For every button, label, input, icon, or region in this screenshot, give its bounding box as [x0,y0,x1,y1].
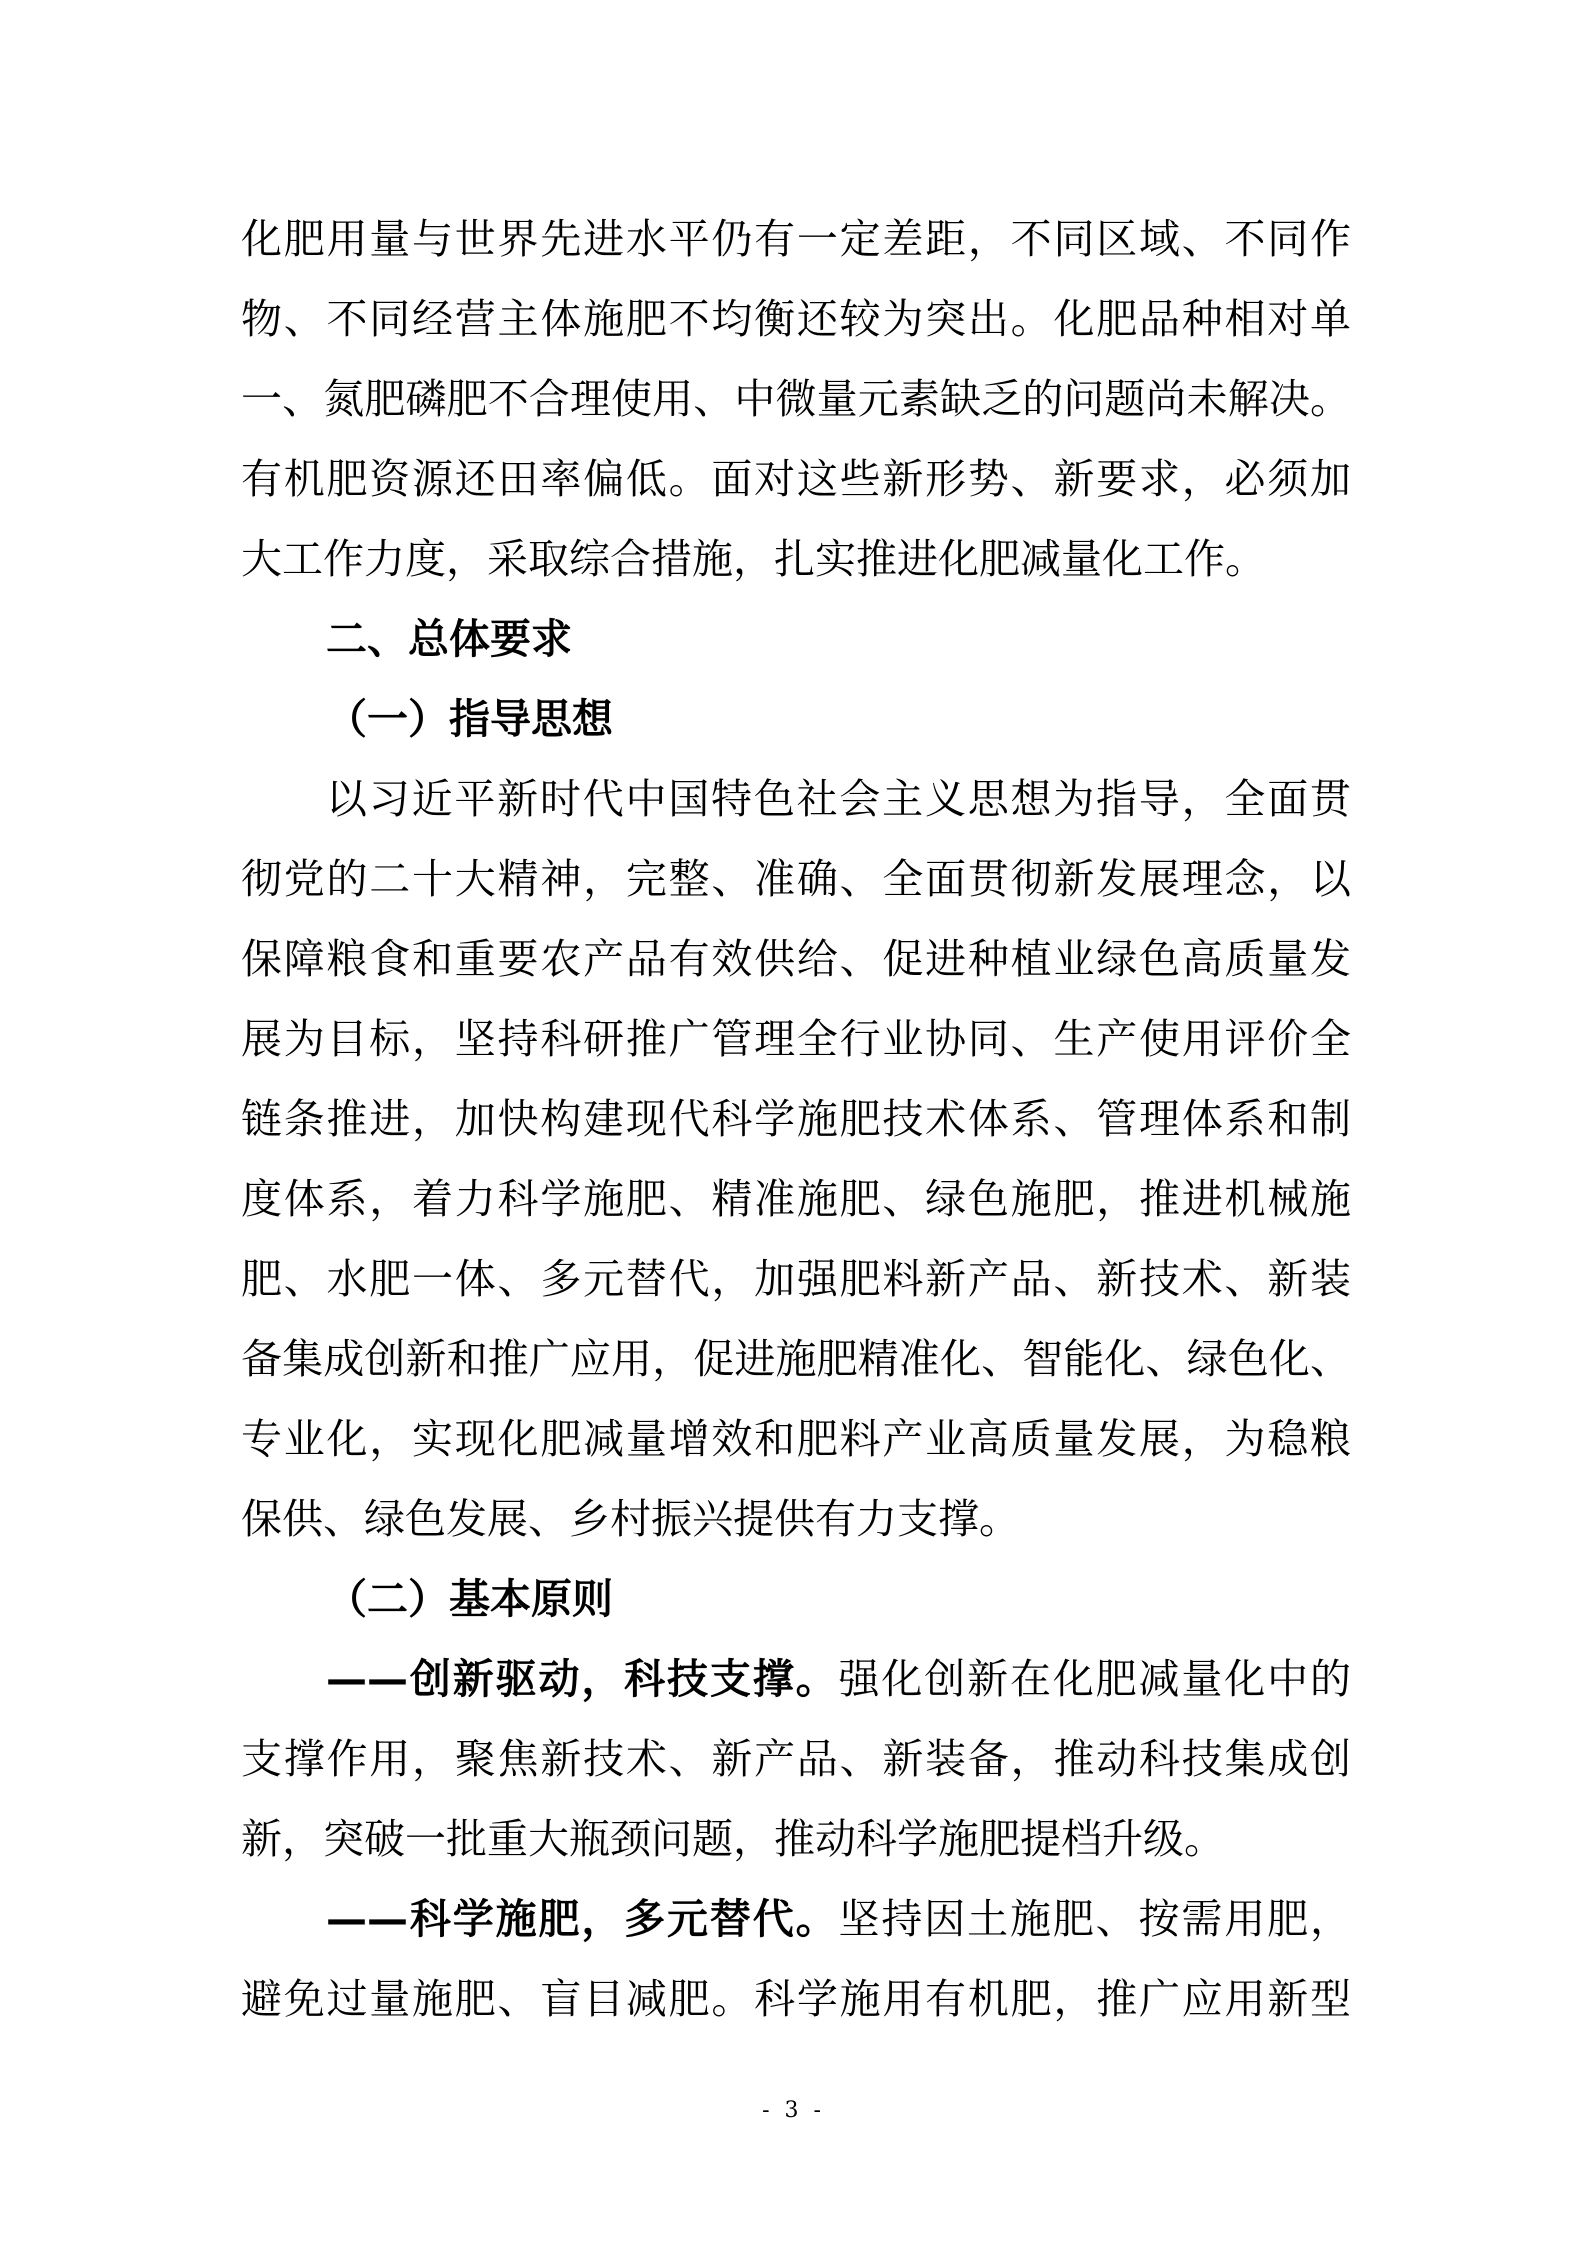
intro-paragraph-line: 物、不同经营主体施肥不均衡还较为突出。化肥品种相对单 [241,295,1351,343]
intro-paragraph-line: 化肥用量与世界先进水平仍有一定差距，不同区域、不同作 [241,215,1351,263]
principle-innovation-lead: ——创新驱动，科技支撑。 [326,1655,839,1703]
principle-innovation-line: 支撑作用，聚焦新技术、新产品、新装备，推动科技集成创 [241,1735,1351,1783]
principle-innovation-first-line [326,1639,1351,1719]
principle-innovation-line: 新，突破一批重大瓶颈问题，推动科学施肥提档升级。 [241,1815,1225,1863]
guiding-ideology-line: 度体系，着力科学施肥、精准施肥、绿色施肥，推进机械施 [241,1175,1351,1223]
guiding-ideology-line: 备集成创新和推广应用，促进施肥精准化、智能化、绿色化、 [241,1335,1351,1383]
page-number: - 3 - [762,2098,825,2123]
principle-scientific-text: 坚持因土施肥、按需用肥， [838,1895,1351,1943]
intro-paragraph-line: 大工作力度，采取综合措施，扎实推进化肥减量化工作。 [241,535,1266,583]
guiding-ideology-line: 保供、绿色发展、乡村振兴提供有力支撑。 [241,1495,1020,1543]
subsection-title-basic-principles: （二）基本原则 [326,1575,613,1623]
guiding-ideology-line: 以习近平新时代中国特色社会主义思想为指导，全面贯 [326,775,1351,823]
guiding-ideology-line: 展为目标，坚持科研推广管理全行业协同、生产使用评价全 [241,1015,1351,1063]
guiding-ideology-line: 链条推进，加快构建现代科学施肥技术体系、管理体系和制 [241,1095,1351,1143]
guiding-ideology-line: 肥、水肥一体、多元替代，加强肥料新产品、新技术、新装 [241,1255,1351,1303]
section-heading: 二、总体要求 [326,615,572,663]
intro-paragraph-line: 有机肥资源还田率偏低。面对这些新形势、新要求，必须加 [241,455,1351,503]
intro-paragraph-line: 一、氮肥磷肥不合理使用、中微量元素缺乏的问题尚未解决。 [241,375,1351,423]
subsection-title-guiding-ideology: （一）指导思想 [326,695,613,743]
principle-scientific-lead: ——科学施肥，多元替代。 [326,1895,839,1943]
guiding-ideology-line: 保障粮食和重要农产品有效供给、促进种植业绿色高质量发 [241,935,1351,983]
principle-scientific-line: 避免过量施肥、盲目减肥。科学施用有机肥，推广应用新型 [241,1975,1351,2023]
principle-innovation-text: 强化创新在化肥减量化中的 [838,1655,1351,1703]
guiding-ideology-line: 彻党的二十大精神，完整、准确、全面贯彻新发展理念，以 [241,855,1351,903]
guiding-ideology-line: 专业化，实现化肥减量增效和肥料产业高质量发展，为稳粮 [241,1415,1351,1463]
principle-scientific-first-line [326,1879,1351,1959]
